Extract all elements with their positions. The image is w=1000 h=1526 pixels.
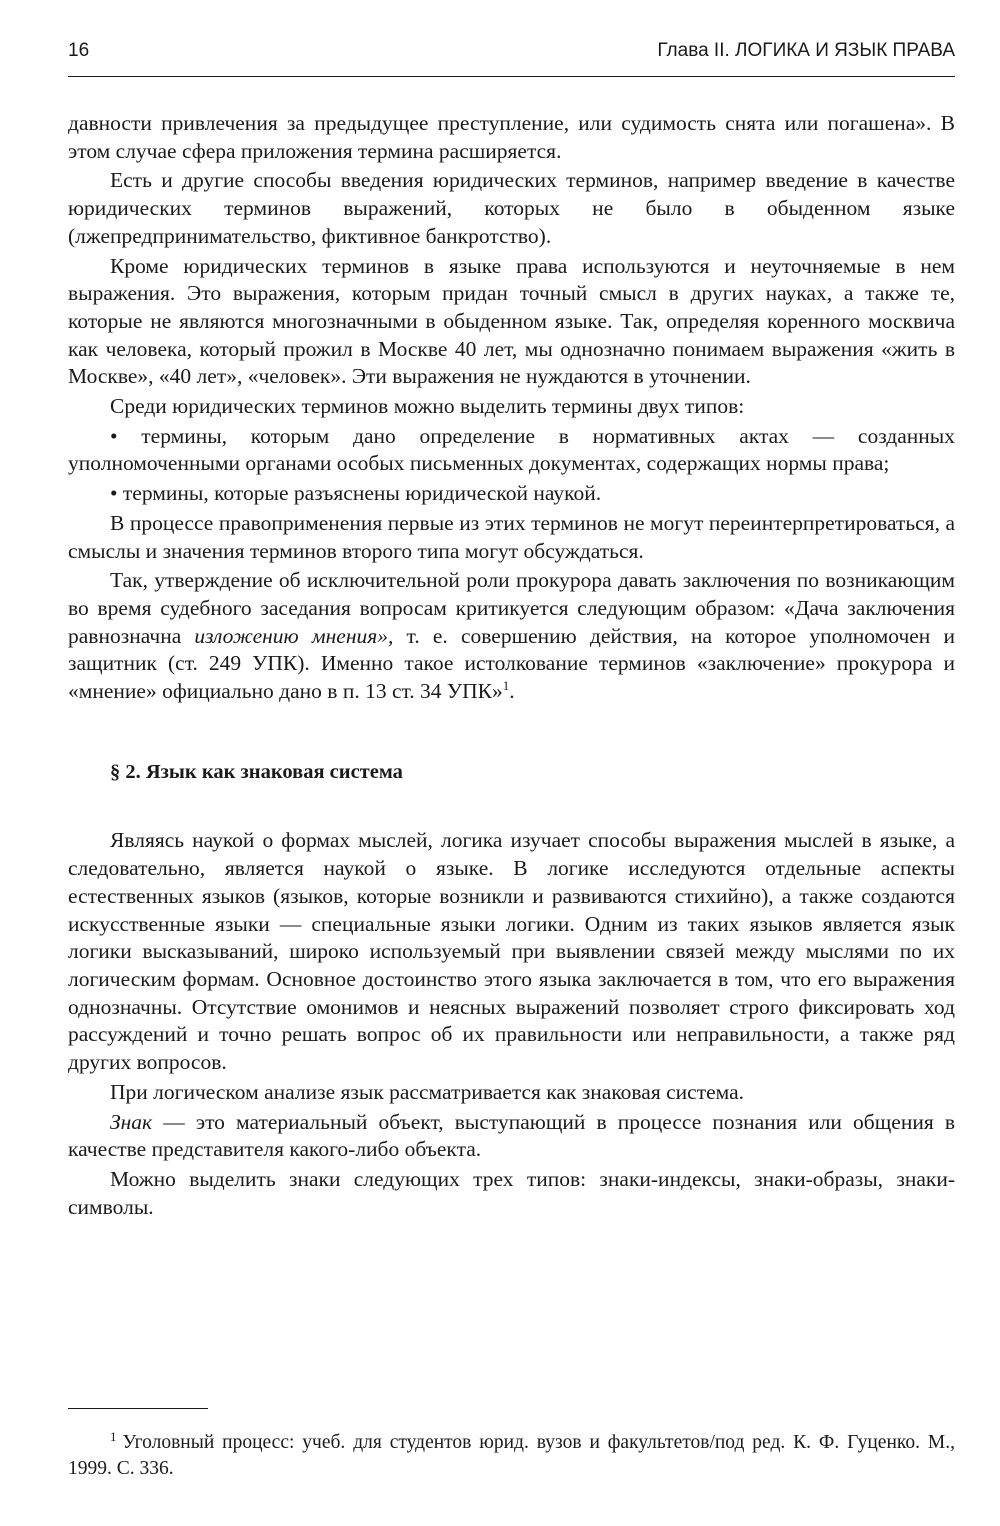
section-heading: § 2. Язык как знаковая система (110, 760, 403, 783)
chapter-title: Глава II. ЛОГИКА И ЯЗЫК ПРАВА (657, 40, 955, 61)
italic-term: Знак (110, 1109, 153, 1134)
footnote-reference: 1 (502, 677, 510, 693)
paragraph: Есть и другие способы введения юридических терминов, например введение в качестве юридических терминов выражений, которых не было в обыденном языке (лжепредпринимательство, фиктивное банкротство). (68, 168, 955, 248)
header-rule (68, 76, 955, 77)
paragraph: давности привлечения за предыдущее преступление, или судимость снята или погашена». В этом случае сфера приложения термина расширяется. (68, 111, 955, 163)
paragraph-quote (68, 567, 955, 706)
quote-end: . (509, 679, 515, 704)
quote-text: Так, утверждение об исключительной роли прокурора давать заключения по возникающим во время судебного заседания вопросам критикуется следующим образом: «Дача заключения равнозначна (68, 568, 955, 648)
paragraph: Можно выделить знаки следующих трех типов: знаки-индексы, знаки-образы, знаки-символы. (68, 1166, 955, 1219)
footnote-number: 1 (110, 1428, 117, 1444)
paragraph: Являясь наукой о формах мыслей, логика изучает способы выражения мыслей в языке, а следовательно, является наукой о языке. В логике исследуются отдельные аспекты естественных языков (языков, которые возникли и развиваются стихийно), а также создаются искусственные языки — специальные языки логики. Одним из таких языков является язык логики высказываний, широко используемый при выявлении связей между мыслями по их логическим формам. Основное достоинство этого языка заключается в том, что его выражения однозначны. Отсутствие омонимов и неясных выражений позволяет строго фиксировать ход рассуждений и точно решать вопрос об их правильности или неправильности, а также ряд других вопросов. (68, 828, 955, 1075)
paragraph: Среди юридических терминов можно выделить термины двух типов: (110, 394, 745, 419)
paragraph-definition (68, 1109, 955, 1164)
footnote (68, 1430, 955, 1482)
footnote-rule (68, 1408, 208, 1409)
italic-term: изложению мнения», (194, 623, 394, 648)
footnote-text: Уголовный процесс: учеб. для студентов юрид. вузов и факультетов/под ред. К. Ф. Гуценко. М., 1999. С. 336. (68, 1432, 955, 1479)
paragraph: При логическом анализе язык рассматривается как знаковая система. (110, 1079, 745, 1104)
bullet-item: • термины, которым дано определение в нормативных актах — созданных уполномоченными органами особых письменных документах, содержащих нормы права; (68, 423, 955, 476)
definition-text: — это материальный объект, выступающий в процессе познания или общения в качестве представителя какого-либо объекта. (68, 1109, 955, 1162)
paragraph: В процессе правоприменения первые из этих терминов не могут переинтерпретироваться, а смыслы и значения терминов второго типа могут обсуждаться. (68, 510, 955, 563)
quote-text-continued: т. е. совершению действия, на которое уполномочен и защитник (ст. 249 УПК). Именно такое истолкование терминов «заключение» прокурора и «мнение» официально дано в п. 13 ст. 34 УПК» (68, 623, 955, 704)
page-number: 16 (68, 40, 90, 61)
paragraph: Кроме юридических терминов в языке права используются и неуточняемые в нем выражения. Это выражения, которым придан точный смысл в других науках, а также те, которые не являются многозначными в обыденном языке. Так, определяя коренного москвича как человека, который прожил в Москве 40 лет, мы однозначно понимаем выражения «жить в Москве», «40 лет», «человек». Эти выражения не нуждаются в уточнении. (68, 253, 955, 389)
body-text (68, 110, 955, 1223)
bullet-item: • термины, которые разъяснены юридической наукой. (110, 481, 602, 506)
running-head (68, 40, 955, 70)
